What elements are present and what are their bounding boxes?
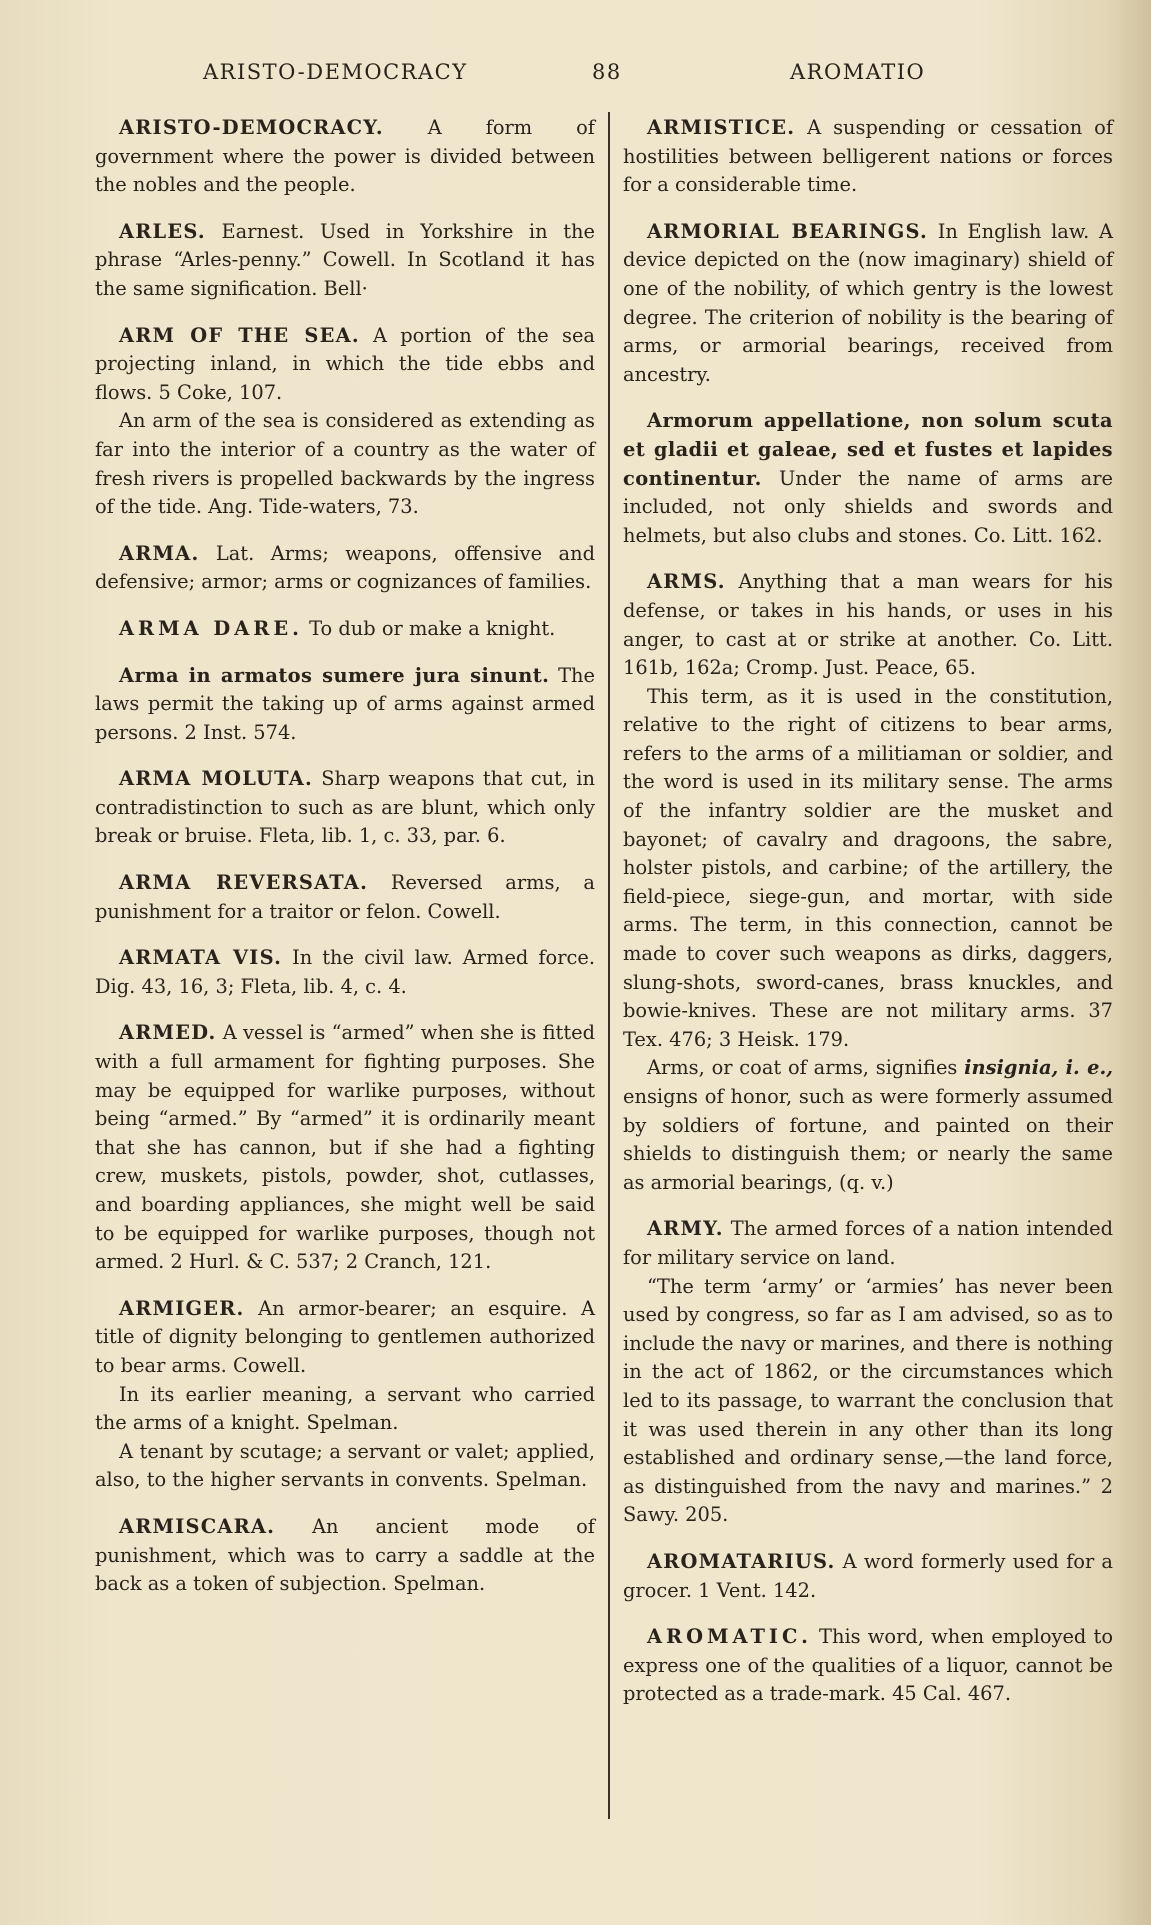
entry-headword: ARMA REVERSATA.: [119, 871, 369, 895]
entry-armiger: [95, 1295, 595, 1495]
entry-definition: A vessel is “armed” when she is fitted with a full armament for fighting purposes. She may be equipped for warlike purposes, without being “armed.” By “armed” it is ordinarily meant that she has cannon, but if she had a fighting crew, muskets, pistols, powder, shot, cutlasses, and boarding appliances, she might well be said to be equipped for warlike purposes, though not armed. 2 Hurl. & C. 537; 2 Cranch, 121.: [95, 1021, 596, 1274]
entry-paragraph-coat-of-arms: [623, 1054, 1113, 1197]
entry-arm-of-the-sea: [95, 322, 595, 522]
entry-arma: [95, 540, 595, 597]
entry-definition: In the civil law. Armed force. Dig. 43, 16, 3; Fleta, lib. 4, c. 4.: [95, 946, 595, 998]
entry-headword: ARMY.: [647, 1217, 724, 1241]
entry-headword: ARMORIAL BEARINGS.: [647, 219, 928, 243]
entry-headword: AROMATARIUS.: [647, 1549, 836, 1573]
entry-armiscara: [95, 1513, 595, 1599]
entry-armorial-bearings: [623, 218, 1113, 390]
entry-headword: ARMED.: [119, 1021, 217, 1045]
entry-definition: Under the name of arms are included, not only shields and swords and helmets, but also clubs and stones. Co. Litt. 162.: [623, 466, 1113, 547]
entry-armata-vis: [95, 944, 595, 1001]
entry-definition: To dub or make a knight.: [309, 616, 556, 640]
entry-armistice: [623, 114, 1113, 200]
entry-arms: [623, 568, 1113, 1197]
running-head-left: ARISTO-DEMOCRACY: [203, 60, 468, 84]
entry-arma-reversata: [95, 869, 595, 926]
running-head: [0, 60, 1151, 90]
page-number: 88: [592, 60, 622, 84]
entry-headword: ARMIGER.: [119, 1296, 245, 1320]
entry-definition: Sharp weapons that cut, in contradistinction to such as are blunt, which only break or bruise. Fleta, lib. 1, c. 33, par. 6.: [95, 767, 595, 848]
entry-paragraph: A tenant by scutage; a servant or valet; applied, also, to the higher servants in convents. Spelman.: [95, 1439, 595, 1492]
entry-armorum-appellatione: [623, 407, 1113, 550]
entry-headword: AROMATIC.: [647, 1625, 812, 1649]
left-column: [95, 114, 595, 1617]
entry-arles: [95, 218, 595, 304]
entry-definition: A form of government where the power is divided between the nobles and the people.: [95, 116, 595, 197]
entry-headword: ARMA MOLUTA.: [119, 767, 313, 791]
entry-headword: ARLES.: [119, 219, 206, 243]
entry-paragraph: An arm of the sea is considered as extending as far into the interior of a country as the water of fresh rivers is propelled backwards by the ingress of the tide. Ang. Tide-waters, 73.: [95, 409, 595, 519]
entry-headword: ARMISTICE.: [647, 116, 796, 139]
running-head-right: AROMATIO: [790, 60, 926, 84]
column-divider: [608, 112, 610, 1819]
paragraph-text: ensigns of honor, such as were formerly assumed by soldiers of fortune, and painted on their shields to distinguish them; or nearly the same as armorial bearings, (q. v.): [623, 1085, 1113, 1194]
entry-aromatic: [623, 1623, 1113, 1709]
entry-definition: In English law. A device depicted on the (now imaginary) shield of one of the nobility, of which gentry is the lowest degree. The criterion of nobility is the bearing of arms, or armorial bearings, received from ancestry.: [623, 219, 1113, 386]
entry-definition: Earnest. Used in Yorkshire in the phrase “Arles-penny.” Cowell. In Scotland it has the same signification. Bell·: [95, 219, 595, 300]
entry-definition: The armed forces of a nation intended for military service on land.: [623, 1217, 1113, 1269]
entry-headword: ARMA DARE.: [119, 616, 303, 640]
entry-headword: ARISTO-DEMOCRACY.: [119, 116, 384, 139]
entry-paragraph: In its earlier meaning, a servant who carried the arms of a knight. Spelman.: [95, 1382, 595, 1435]
entry-definition: Anything that a man wears for his defense, or takes in his hands, or uses in his anger, to cast at or strike at another. Co. Litt. 161b, 162a; Cromp. Just. Peace, 65.: [623, 570, 1113, 680]
entry-definition: The laws permit the taking up of arms against armed persons. 2 Inst. 574.: [95, 663, 595, 744]
italic-term: insignia, i. e.,: [964, 1056, 1113, 1080]
entry-definition: A portion of the sea projecting inland, in which the tide ebbs and flows. 5 Coke, 107.: [95, 323, 595, 404]
entry-definition: A suspending or cessation of hostilities between belligerent nations or forces for a considerable time.: [623, 116, 1113, 197]
entry-arma-dare: [95, 615, 595, 644]
entry-definition: An armor-bearer; an esquire. A title of dignity belonging to gentlemen authorized to bear arms. Cowell.: [95, 1296, 595, 1377]
entry-arma-moluta: [95, 765, 595, 851]
right-column: [623, 114, 1113, 1727]
entry-aristo-democracy: [95, 114, 595, 200]
entry-paragraph: This term, as it is used in the constitution, relative to the right of citizens to bear arms, refers to the arms of a militiaman or soldier, and the word is used in its military sense. The arms of the infantry soldier are the musket and bayonet; of cavalry and dragoons, the sabre, holster pistols, and carbine; of the artillery, the field-piece, siege-gun, and mortar, with side arms. The term, in this connection, cannot be made to cover such weapons as dirks, daggers, slung-shots, sword-canes, brass knuckles, and bowie-knives. These are not military arms. 37 Tex. 476; 3 Heisk. 179.: [623, 684, 1113, 1051]
entry-definition: An ancient mode of punishment, which was to carry a saddle at the back as a token of subjection. Spelman.: [95, 1514, 595, 1596]
entry-maxim: Arma in armatos sumere jura sinunt.: [119, 663, 550, 687]
entry-aromatarius: [623, 1548, 1113, 1605]
entry-headword: ARM OF THE SEA.: [119, 323, 360, 347]
entry-definition: Reversed arms, a punishment for a traitor or felon. Cowell.: [95, 871, 595, 923]
entry-headword: ARMS.: [647, 570, 726, 594]
entry-army: [623, 1215, 1113, 1530]
entry-headword: ARMA.: [119, 541, 200, 565]
entry-definition: This word, when employed to express one of the qualities of a liquor, cannot be protected as a trade-mark. 45 Cal. 467.: [623, 1625, 1114, 1706]
entry-headword: ARMATA VIS.: [119, 946, 283, 970]
entry-arma-in-armatos: [95, 662, 595, 748]
paragraph-text: Arms, or coat of arms, signifies: [647, 1056, 958, 1080]
entry-definition: Lat. Arms; weapons, offensive and defensive; armor; arms or cognizances of families.: [95, 541, 595, 594]
entry-headword: ARMISCARA.: [119, 1514, 276, 1538]
entry-armed: [95, 1019, 595, 1276]
entry-maxim: Armorum appellatione, non solum scuta et gladii et galeae, sed et fustes et lapides continentur.: [623, 409, 1113, 490]
entry-definition: A word formerly used for a grocer. 1 Vent. 142.: [623, 1549, 1113, 1602]
entry-paragraph: “The term ‘army’ or ‘armies’ has never been used by congress, so far as I am advised, so as to include the navy or marines, and there is nothing in the act of 1862, or the circumstances which led to its passage, to warrant the conclusion that it was used therein in any other than its long established and ordinary sense,—the land force, as distinguished from the navy and marines.” 2 Sawy. 205.: [623, 1274, 1113, 1527]
